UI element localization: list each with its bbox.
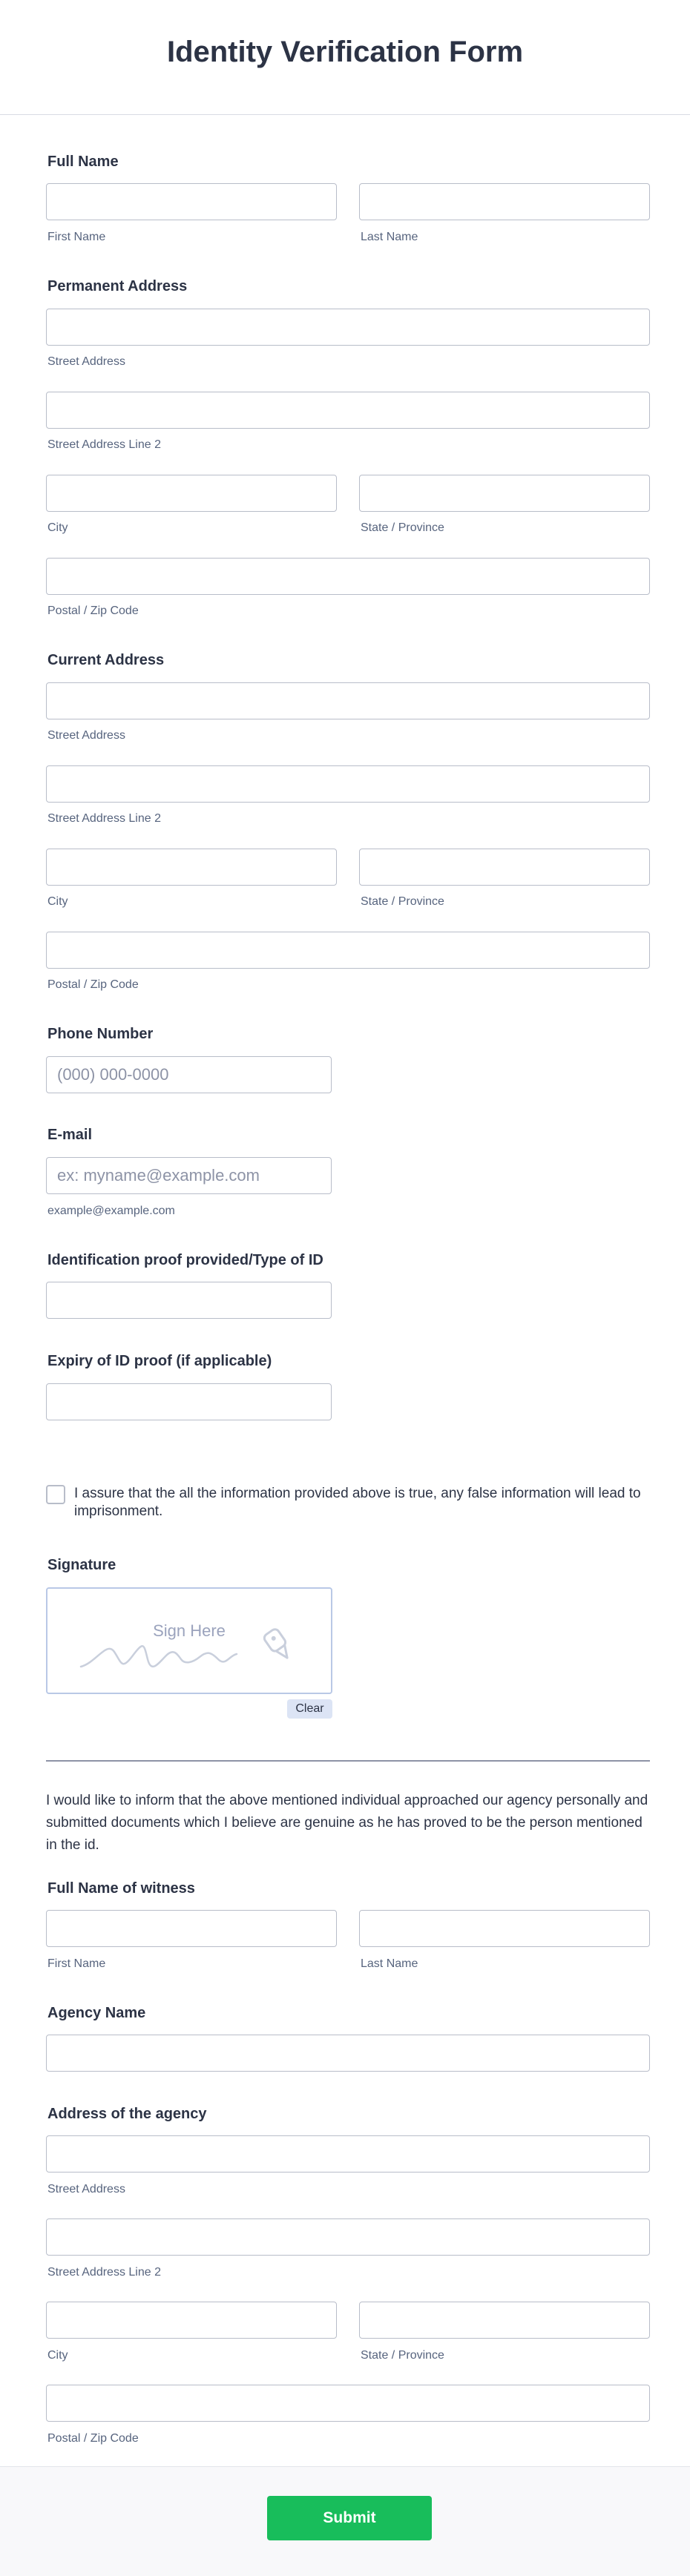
agency-city-sublabel: City bbox=[47, 2349, 68, 2362]
agency-address-label: Address of the agency bbox=[47, 2106, 207, 2122]
curr-street2-sublabel: Street Address Line 2 bbox=[47, 812, 161, 825]
witness-statement: I would like to inform that the above mentioned individual approached our agency personally and submitted documents which I believe are genuine as he has proved to be the person mentioned in the id. bbox=[46, 1793, 648, 1853]
email-label: E-mail bbox=[47, 1127, 93, 1143]
signature-label: Signature bbox=[47, 1557, 116, 1573]
witness-last-name-input[interactable] bbox=[359, 1910, 650, 1947]
perm-state-sublabel: State / Province bbox=[361, 521, 444, 534]
witness-first-name-input[interactable] bbox=[46, 1910, 337, 1947]
witness-name-label: Full Name of witness bbox=[47, 1880, 195, 1897]
email-hint: example@example.com bbox=[47, 1205, 175, 1217]
agency-name-input[interactable] bbox=[46, 2035, 650, 2072]
first-name-sublabel: First Name bbox=[47, 231, 106, 243]
curr-street-input[interactable] bbox=[46, 682, 650, 719]
consent-text: I assure that the all the information provided above is true, any false information will lead to imprisonment. bbox=[74, 1486, 641, 1519]
signature-pad-text: Sign Here bbox=[153, 1621, 226, 1640]
agency-postal-sublabel: Postal / Zip Code bbox=[47, 2432, 139, 2445]
curr-street-sublabel: Street Address bbox=[47, 729, 125, 742]
phone-input[interactable] bbox=[46, 1056, 332, 1093]
agency-state-sublabel: State / Province bbox=[361, 2349, 444, 2362]
perm-city-input[interactable] bbox=[46, 475, 337, 512]
curr-city-input[interactable] bbox=[46, 849, 337, 886]
perm-street2-sublabel: Street Address Line 2 bbox=[47, 438, 161, 451]
witness-last-name-sublabel: Last Name bbox=[361, 1957, 418, 1970]
current-address-label: Current Address bbox=[47, 652, 165, 668]
curr-state-input[interactable] bbox=[359, 849, 650, 886]
first-name-input[interactable] bbox=[46, 183, 337, 220]
phone-label: Phone Number bbox=[47, 1026, 154, 1042]
curr-street2-input[interactable] bbox=[46, 765, 650, 803]
perm-postal-input[interactable] bbox=[46, 558, 650, 595]
section-divider bbox=[46, 1760, 650, 1762]
signature-squiggle-icon bbox=[77, 1618, 315, 1678]
agency-street2-sublabel: Street Address Line 2 bbox=[47, 2266, 161, 2279]
last-name-input[interactable] bbox=[359, 183, 650, 220]
id-type-input[interactable] bbox=[46, 1282, 332, 1319]
page-title: Identity Verification Form bbox=[166, 36, 524, 68]
id-type-label: Identification proof provided/Type of ID bbox=[47, 1252, 323, 1268]
permanent-address-label: Permanent Address bbox=[47, 278, 188, 294]
id-expiry-input[interactable] bbox=[46, 1383, 332, 1420]
full-name-label: Full Name bbox=[47, 154, 119, 170]
agency-city-input[interactable] bbox=[46, 2302, 337, 2339]
curr-postal-sublabel: Postal / Zip Code bbox=[47, 978, 139, 991]
submit-button[interactable]: Submit bbox=[267, 2496, 432, 2540]
agency-street2-input[interactable] bbox=[46, 2218, 650, 2256]
consent-checkbox[interactable] bbox=[46, 1485, 65, 1504]
agency-state-input[interactable] bbox=[359, 2302, 650, 2339]
perm-city-sublabel: City bbox=[47, 521, 68, 534]
email-input[interactable] bbox=[46, 1157, 332, 1194]
curr-city-sublabel: City bbox=[47, 895, 68, 908]
agency-postal-input[interactable] bbox=[46, 2385, 650, 2422]
perm-street-input[interactable] bbox=[46, 309, 650, 346]
signature-pad[interactable] bbox=[46, 1587, 332, 1694]
last-name-sublabel: Last Name bbox=[361, 231, 418, 243]
perm-state-input[interactable] bbox=[359, 475, 650, 512]
perm-street2-input[interactable] bbox=[46, 392, 650, 429]
curr-postal-input[interactable] bbox=[46, 932, 650, 969]
id-expiry-label: Expiry of ID proof (if applicable) bbox=[47, 1353, 272, 1369]
agency-name-label: Agency Name bbox=[47, 2005, 146, 2021]
agency-street-sublabel: Street Address bbox=[47, 2183, 125, 2195]
clear-signature-button[interactable]: Clear bbox=[287, 1699, 332, 1719]
agency-street-input[interactable] bbox=[46, 2135, 650, 2173]
curr-state-sublabel: State / Province bbox=[361, 895, 444, 908]
witness-first-name-sublabel: First Name bbox=[47, 1957, 106, 1970]
perm-postal-sublabel: Postal / Zip Code bbox=[47, 605, 139, 617]
perm-street-sublabel: Street Address bbox=[47, 355, 125, 368]
